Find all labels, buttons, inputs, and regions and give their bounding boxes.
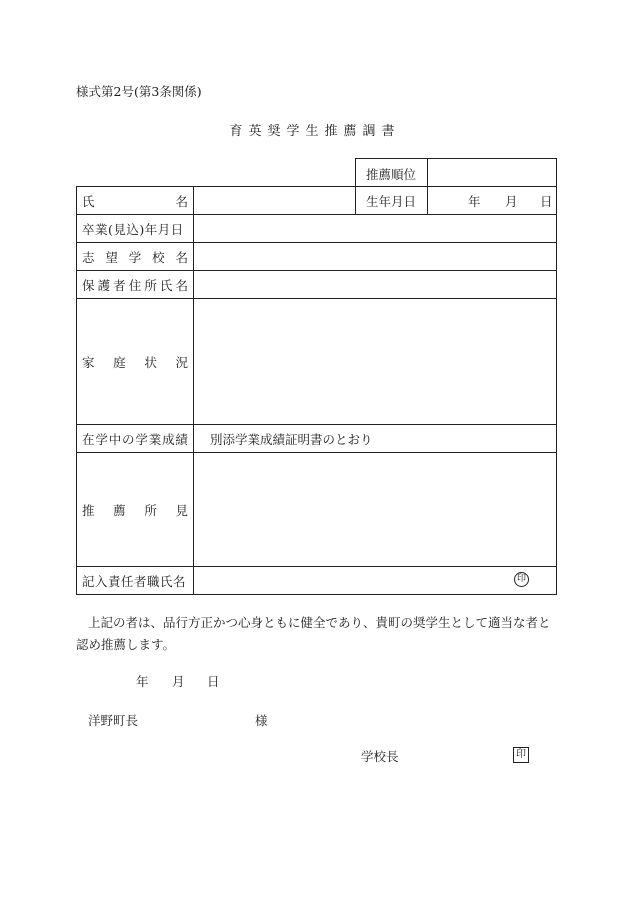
honorific: 様 — [255, 713, 268, 728]
graduation-field[interactable] — [198, 220, 550, 236]
seal-icon: 印 — [514, 572, 529, 587]
opinion-label: 推 薦 所 見 — [82, 503, 188, 518]
graduation-label: 卒業(見込)年月日 — [82, 222, 184, 237]
school-field[interactable] — [198, 248, 550, 264]
ranking-label: 推薦順位 — [366, 167, 417, 182]
family-field[interactable] — [198, 304, 550, 418]
writer-field[interactable] — [198, 572, 498, 588]
birth-year-label: 年 — [468, 194, 481, 209]
recommendation-statement: 上記の者は、品行方正かつ心身ともに健全であり、貴町の奨学生として適当な者と認め推薦します。 — [76, 615, 551, 652]
name-label: 氏 名 — [82, 194, 188, 209]
principal-label: 学校長 — [361, 749, 399, 764]
principal-seal-icon: 印 — [513, 747, 529, 763]
document-title: 育英奨学生推薦調書 — [229, 124, 401, 139]
grades-value: 別添学業成績証明書のとおり — [210, 432, 373, 447]
addressee: 洋野町長 — [88, 713, 139, 728]
grades-label: 在 学 中 の 学 業 成 績 — [82, 432, 188, 447]
form-number: 様式第2号(第3条関係) — [76, 84, 202, 99]
guardian-label: 保 護 者 住 所 氏 名 — [82, 278, 188, 293]
birthdate-label: 生年月日 — [366, 194, 417, 209]
guardian-field[interactable] — [198, 276, 550, 292]
opinion-field[interactable] — [198, 458, 550, 560]
writer-label: 記入責任者職氏名 — [82, 574, 187, 589]
date-year-label: 年 — [136, 674, 149, 689]
date-day-label: 日 — [207, 674, 220, 689]
birth-month-label: 月 — [505, 194, 518, 209]
birth-day-label: 日 — [540, 194, 553, 209]
name-field[interactable] — [198, 192, 350, 208]
family-label: 家 庭 状 況 — [82, 355, 188, 370]
school-label: 志 望 学 校 名 — [82, 250, 188, 265]
date-month-label: 月 — [172, 674, 185, 689]
